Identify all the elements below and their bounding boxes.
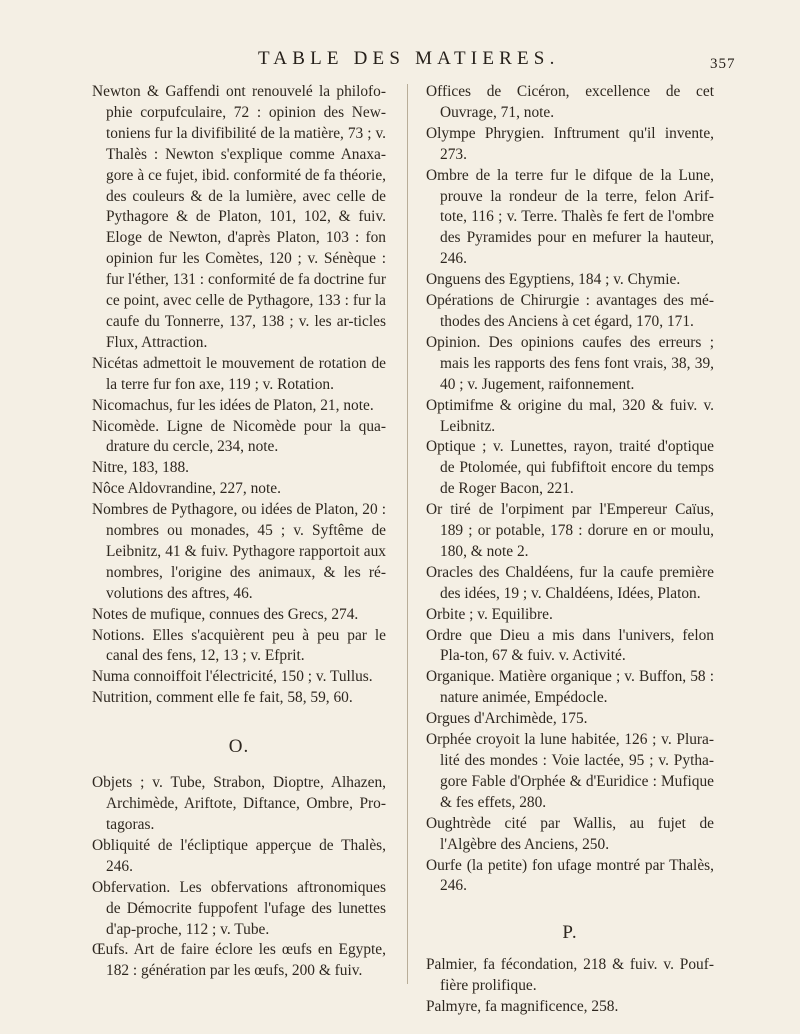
- index-entry: Oughtrède cité par Wallis, au fujet de l'Algèbre des Anciens, 250.: [426, 814, 714, 853]
- index-entry: Nicomachus, fur les idées de Platon, 21, note.: [92, 396, 374, 414]
- index-entry: Orgues d'Archimède, 175.: [426, 710, 588, 728]
- index-entry: Olympe Phrygien. Inftrument qu'il invente, 273.: [426, 124, 714, 163]
- index-entry: Nutrition, comment elle fe fait, 58, 59, 60.: [92, 689, 353, 707]
- index-entry: Newton & Gaffendi ont renouvelé la philofo-phie corpufculaire, 72 : opinion des New-toniens fur la divifibilité de la matière, 73 ; v. Thalès : Newton s'explique comme Anaxa-gore à ce fujet, ibid. conformité de fa théorie, des couleurs & de la lumière, avec celle de Pythagore & de Platon, 101, 102, & fuiv. Eloge de Newton, d'après Platon, 103 : fon opinion fur les Comètes, 120 ; v. Sénèque : fur l'éther, 131 : conformité de fa doctrine fur ce point, avec celle de Pythagore, 133 : fur la caufe du Tonnerre, 137, 138 ; v. les ar-ticles Flux, Attraction.: [92, 83, 386, 351]
- index-entry: Optique ; v. Lunettes, rayon, traité d'optique de Ptolomée, qui fubfiftoit encore du temps de Roger Bacon, 221.: [426, 438, 714, 498]
- index-entry: Objets ; v. Tube, Strabon, Dioptre, Alhazen, Archimède, Ariftote, Diftance, Ombre, Pro-tagoras.: [92, 774, 386, 833]
- index-entry: Nicétas admettoit le mouvement de rotation de la terre fur fon axe, 119 ; v. Rotation.: [92, 354, 386, 393]
- left-column: [92, 82, 386, 982]
- index-entry: Nombres de Pythagore, ou idées de Platon, 20 : nombres ou monades, 45 ; v. Syftême de Leibnitz, 41 & fuiv. Pythagore rapportoit aux nombres, l'origine des animaux, & les ré-volutions des aftres, 46.: [92, 501, 386, 602]
- index-entry: Palmier, fa fécondation, 218 & fuiv. v. Pouf-fière prolifique.: [426, 956, 714, 995]
- index-entry: Onguens des Egyptiens, 184 ; v. Chymie.: [426, 271, 681, 289]
- index-entry: Optimifme & origine du mal, 320 & fuiv. v. Leibnitz.: [426, 396, 714, 435]
- index-entry: Orbite ; v. Equilibre.: [426, 605, 553, 623]
- index-entry: Offices de Cicéron, excellence de cet Ouvrage, 71, note.: [426, 83, 714, 121]
- index-entry: Opérations de Chirurgie : avantages des mé-thodes des Anciens à cet égard, 170, 171.: [426, 292, 714, 330]
- page-number: 357: [710, 56, 736, 72]
- index-entry: Nicomède. Ligne de Nicomède pour la qua-drature du cercle, 234, note.: [92, 417, 386, 456]
- right-column: [426, 82, 714, 1018]
- index-entry: Or tiré de l'orpiment par l'Empereur Caïus, 189 ; or potable, 178 : dorure en or moulu, 180, & note 2.: [426, 501, 714, 560]
- index-entry: Nitre, 183, 188.: [92, 459, 190, 477]
- letter-heading: O.: [228, 736, 250, 758]
- index-entry: Notes de mufique, connues des Grecs, 274.: [92, 605, 359, 623]
- index-entry: Numa connoiffoit l'électricité, 150 ; v. Tullus.: [92, 668, 373, 686]
- letter-heading: P.: [562, 922, 578, 944]
- index-entry: Opinion. Des opinions caufes des erreurs ; mais les rapports des fens font vrais, 38, 39, 40 ; v. Jugement, raifonnement.: [426, 333, 714, 393]
- column-divider: [407, 84, 408, 984]
- index-entry: Obfervation. Les obfervations aftronomiques de Démocrite fuppofent l'ufage des lunettes d'ap-proche, 112 ; v. Tube.: [92, 878, 386, 938]
- index-entry: Obliquité de l'écliptique apperçue de Thalès, 246.: [92, 836, 386, 875]
- index-entry: Organique. Matière organique ; v. Buffon, 58 : nature animée, Empédocle.: [426, 668, 714, 707]
- index-entry: Œufs. Art de faire éclore les œufs en Egypte, 182 : génération par les œufs, 200 & fuiv.: [92, 941, 386, 980]
- index-entry: Notions. Elles s'acquièrent peu à peu par le canal des fens, 12, 13 ; v. Efprit.: [92, 626, 386, 665]
- index-entry: Nôce Aldovrandine, 227, note.: [92, 480, 281, 498]
- index-entry: Oracles des Chaldéens, fur la caufe première des idées, 19 ; v. Chaldéens, Idées, Platon.: [426, 563, 714, 602]
- index-entry: Ordre que Dieu a mis dans l'univers, felon Pla-ton, 67 & fuiv. v. Activité.: [426, 626, 714, 665]
- index-entry: Orphée croyoit la lune habitée, 126 ; v. Plura-lité des mondes : Voie lactée, 95 ; v. Pytha-gore Fable d'Orphée & d'Euridice : Mufique & fes effets, 280.: [426, 731, 714, 811]
- index-entry: Palmyre, fa magnificence, 258.: [426, 998, 619, 1016]
- index-entry: Ourfe (la petite) fon ufage montré par Thalès, 246.: [426, 856, 714, 895]
- index-entry: Ombre de la terre fur le difque de la Lune, prouve la rondeur de la terre, felon Arif-tote, 116 ; v. Terre. Thalès fe fert de l'ombre des Pyramides pour en mefurer la hauteur, 246.: [426, 166, 714, 268]
- running-title: TABLE DES MATIERES.: [258, 48, 560, 69]
- running-head: [0, 48, 800, 76]
